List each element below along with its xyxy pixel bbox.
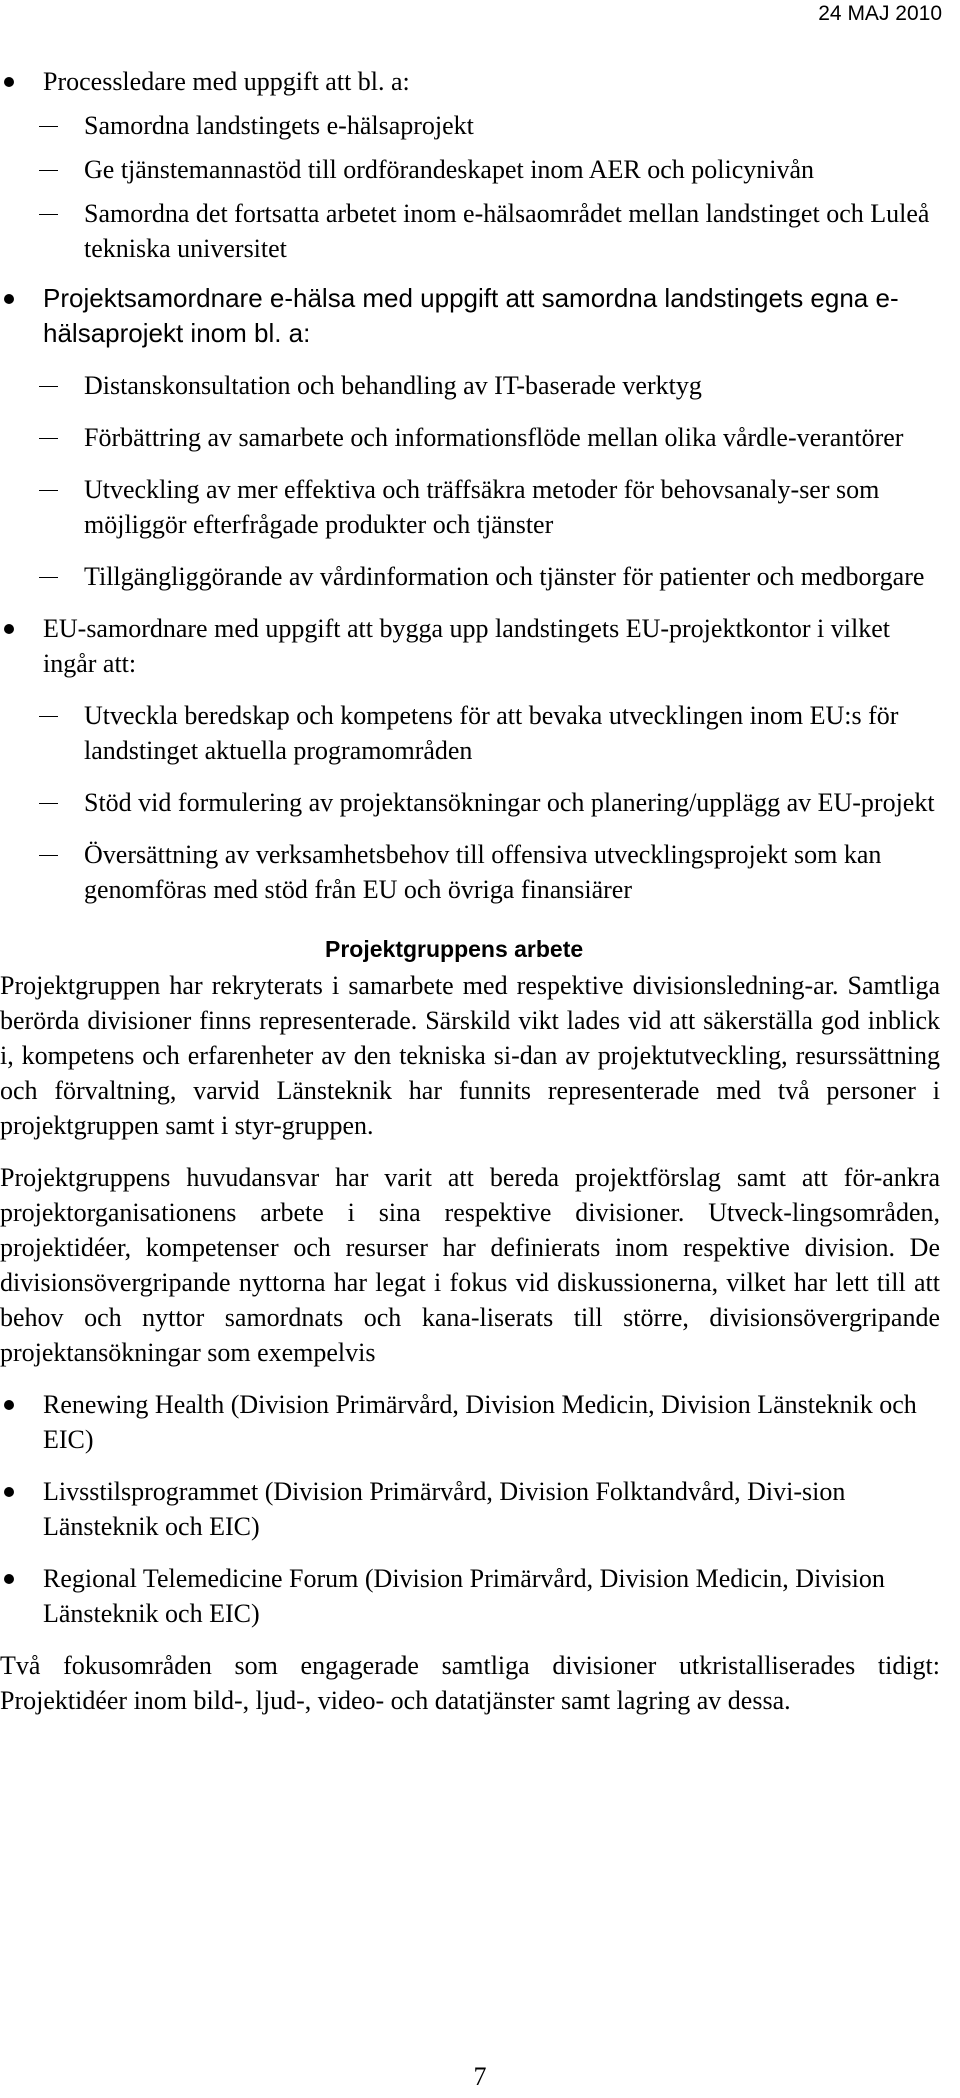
bullet-icon (4, 1487, 14, 1497)
sub-list-item (0, 698, 940, 768)
list-item (0, 281, 940, 351)
bullet-text: Regional Telemedicine Forum (Division Primärvård, Division Medicin, Division Länsteknik och EIC) (43, 1564, 885, 1628)
bullet-text: Projektsamordnare e-hälsa med uppgift att samordna landstingets egna e-hälsaprojekt inom bl. a: (43, 283, 899, 348)
bullet-text: Renewing Health (Division Primärvård, Division Medicin, Division Länsteknik och EIC) (43, 1390, 917, 1454)
bullet-text: EU-samordnare med uppgift att bygga upp landstingets EU-projektkontor i vilket ingår att: (43, 614, 890, 678)
sub-list-item (0, 196, 940, 266)
bullet-text: Livsstilsprogrammet (Division Primärvård, Division Folktandvård, Divi-sion Länsteknik och EIC) (43, 1477, 846, 1541)
list-item (0, 611, 940, 681)
sub-item-text: Utveckling av mer effektiva och träffsäkra metoder för behovsanaly-ser som möjliggör efterfrågade produkter och tjänster (84, 475, 880, 539)
bullet-icon (4, 1574, 14, 1584)
list-item (0, 1561, 940, 1631)
sub-list-item (0, 472, 940, 542)
sub-list-item (0, 559, 940, 594)
bullet-icon (4, 624, 14, 634)
sub-list-item (0, 420, 940, 455)
list-item (0, 1474, 940, 1544)
paragraph: Projektgruppens huvudansvar har varit att bereda projektförslag samt att för-ankra projektorganisationens arbete i sina respektive divisioner. Utveck-lingsområden, projektidéer, kompetenser och resurser har definierats inom respektive division. De divisionsövergripande nyttorna har legat i fokus vid diskussionerna, vilket har lett till att behov och nyttor samordnats och kana-liserats till större, divisionsövergripande projektansökningar som exempelvis (0, 1163, 940, 1367)
bullet-text: Processledare med uppgift att bl. a: (43, 67, 410, 96)
dash-icon (39, 803, 58, 804)
sub-item-text: Tillgängliggörande av vårdinformation och tjänster för patienter och medborgare (84, 562, 925, 591)
section-heading: Projektgruppens arbete (325, 936, 584, 962)
dash-icon (39, 386, 58, 387)
sub-item-text: Samordna landstingets e-hälsaprojekt (84, 111, 474, 140)
sub-list-item (0, 152, 940, 187)
dash-icon (39, 170, 58, 171)
header-date: 24 MAJ 2010 (818, 2, 942, 25)
list-item (0, 1387, 940, 1457)
sub-item-text: Samordna det fortsatta arbetet inom e-hälsaområdet mellan landstinget och Luleå tekniska universitet (84, 199, 930, 263)
sub-list-item (0, 785, 940, 820)
page-number: 7 (473, 2062, 487, 2091)
dash-icon (39, 855, 58, 856)
sub-list-item (0, 108, 940, 143)
sub-list-item (0, 837, 940, 907)
bullet-icon (4, 1400, 14, 1410)
dash-icon (39, 126, 58, 127)
bullet-icon (4, 77, 14, 87)
paragraph: Projektgruppen har rekryterats i samarbete med respektive divisionsledning-ar. Samtliga berörda divisioner finns representerade. Särskild vikt lades vid att säkerställa god inblick i, kompetens och erfarenheter av den tekniska si-dan av projektutveckling, resurssättning och förvaltning, varvid Länsteknik har funnits representerade med två personer i projektgruppen samt i styr-gruppen. (0, 971, 940, 1140)
list-item (0, 64, 940, 99)
dash-icon (39, 490, 58, 491)
sub-item-text: Utveckla beredskap och kompetens för att bevaka utvecklingen inom EU:s för landstinget aktuella programområden (84, 701, 899, 765)
bullet-icon (4, 294, 14, 304)
dash-icon (39, 214, 58, 215)
sub-item-text: Översättning av verksamhetsbehov till offensiva utvecklingsprojekt som kan genomföras med stöd från EU och övriga finansiärer (84, 840, 882, 904)
dash-icon (39, 577, 58, 578)
sub-item-text: Ge tjänstemannastöd till ordförandeskapet inom AER och policynivån (84, 155, 815, 184)
paragraph: Två fokusområden som engagerade samtliga divisioner utkristalliserades tidigt: Projektidéer inom bild-, ljud-, video- och datatjänster samt lagring av dessa. (0, 1651, 940, 1715)
document-body (0, 64, 940, 1718)
sub-list-item (0, 368, 940, 403)
sub-item-text: Stöd vid formulering av projektansökningar och planering/upplägg av EU-projekt (84, 788, 935, 817)
sub-item-text: Förbättring av samarbete och informationsflöde mellan olika vårdle-verantörer (84, 423, 904, 452)
sub-item-text: Distanskonsultation och behandling av IT-baserade verktyg (84, 371, 702, 400)
dash-icon (39, 438, 58, 439)
dash-icon (39, 716, 58, 717)
